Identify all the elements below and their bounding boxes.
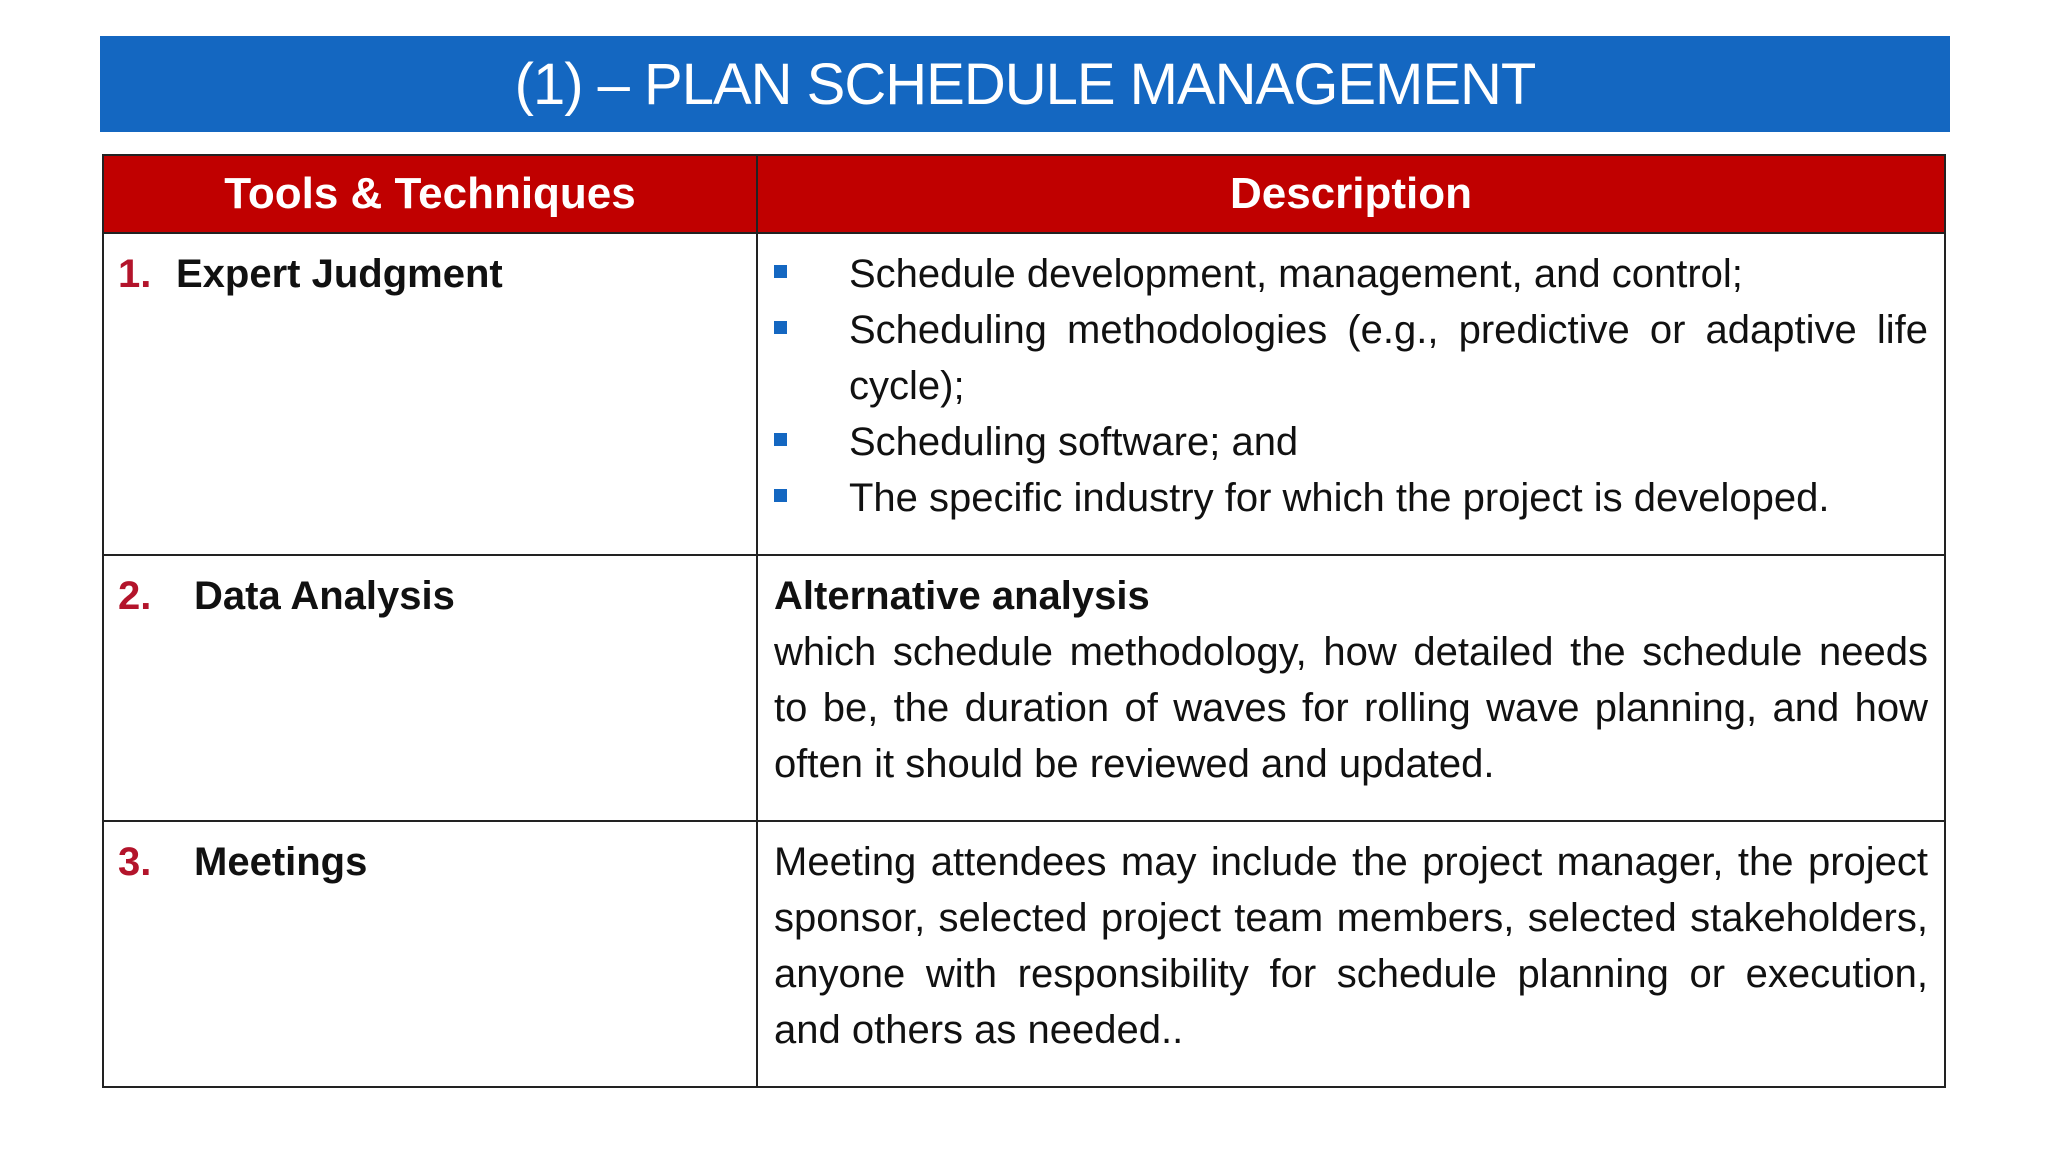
square-bullet-icon bbox=[774, 433, 787, 446]
tool-name: Meetings bbox=[194, 840, 368, 884]
table-row bbox=[103, 555, 1945, 821]
header-tools: Tools & Techniques bbox=[103, 155, 757, 233]
bullet-list bbox=[774, 246, 1928, 526]
tool-cell bbox=[103, 821, 757, 1087]
description-text: Meeting attendees may include the project manager, the project sponsor, selected project team members, selected stakeholders, anyone with responsibility for schedule planning or execution, and others as needed.. bbox=[774, 840, 1928, 1052]
bullet-item bbox=[774, 302, 1928, 414]
table-row bbox=[103, 821, 1945, 1087]
bullet-item bbox=[774, 246, 1928, 302]
description-cell bbox=[757, 555, 1945, 821]
bullet-text: The specific industry for which the project is developed. bbox=[849, 476, 1830, 520]
header-description: Description bbox=[757, 155, 1945, 233]
square-bullet-icon bbox=[774, 489, 787, 502]
square-bullet-icon bbox=[774, 265, 787, 278]
item-number: 1. bbox=[118, 252, 152, 296]
bullet-item bbox=[774, 414, 1928, 470]
tool-name: Expert Judgment bbox=[176, 252, 503, 296]
bullet-item bbox=[774, 470, 1928, 526]
bullet-text: Schedule development, management, and control; bbox=[849, 252, 1743, 296]
sub-heading: Alternative analysis bbox=[774, 574, 1150, 618]
tool-cell bbox=[103, 555, 757, 821]
table-row bbox=[103, 233, 1945, 555]
bullet-text: Scheduling methodologies (e.g., predictive or adaptive life cycle); bbox=[849, 308, 1928, 408]
title-banner bbox=[100, 36, 1950, 132]
bullet-text: Scheduling software; and bbox=[849, 420, 1299, 464]
page-title: (1) – PLAN SCHEDULE MANAGEMENT bbox=[514, 51, 1536, 117]
table-header-row bbox=[103, 155, 1945, 233]
square-bullet-icon bbox=[774, 321, 787, 334]
tool-name: Data Analysis bbox=[194, 574, 455, 618]
tools-techniques-table bbox=[102, 154, 1946, 1088]
description-cell bbox=[757, 233, 1945, 555]
item-number: 2. bbox=[118, 574, 152, 618]
description-text: which schedule methodology, how detailed the schedule needs to be, the duration of waves for rolling wave planning, and how often it should be reviewed and updated. bbox=[774, 630, 1928, 786]
item-number: 3. bbox=[118, 840, 152, 884]
tool-cell bbox=[103, 233, 757, 555]
description-cell bbox=[757, 821, 1945, 1087]
